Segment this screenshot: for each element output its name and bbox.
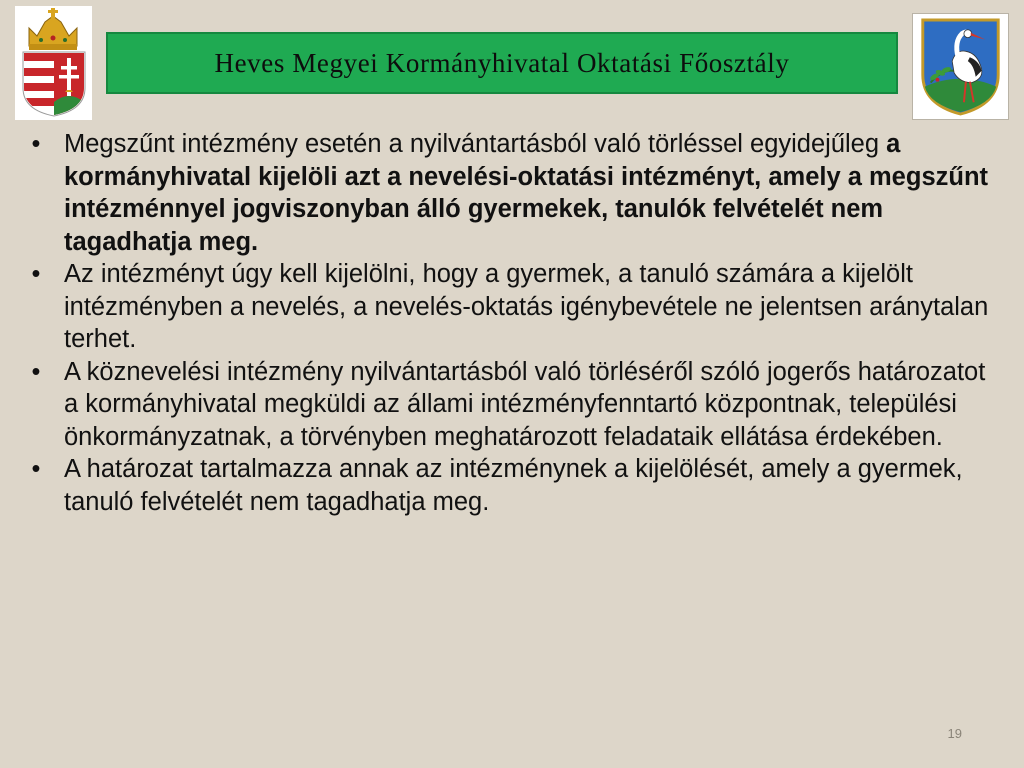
bullet-text: A határozat tartalmazza annak az intézménynek a kijelölését, amely a gyermek, tanuló felvételét nem tagadhatja meg. (64, 455, 963, 516)
bullet-list (26, 128, 1006, 518)
bullet-text (64, 130, 988, 256)
bullet-item (26, 258, 1006, 356)
hungarian-coat-of-arms-logo (15, 6, 92, 120)
bullet-item (26, 356, 1006, 454)
bullet-marker: • (31, 455, 41, 483)
bullet-item (26, 128, 1006, 258)
bullet-text-regular: Megszűnt intézmény esetén a nyilvántartásból való törléssel egyidejűleg (64, 130, 887, 158)
bullet-marker: • (31, 130, 41, 158)
bullet-marker: • (31, 357, 41, 386)
page-number: 19 (947, 726, 962, 741)
bullet-text: A köznevelési intézmény nyilvántartásból való törléséről szóló jogerős határozatot a kormányhivatal megküldi az állami intézményfenntartó központnak, települési önkormányzatnak, a törvényben meghatározott feladataik ellátása érdekében. (64, 357, 986, 451)
bullet-item (26, 453, 1006, 518)
bullet-text: Az intézményt úgy kell kijelölni, hogy a gyermek, a tanuló számára a kijelölt intézményben a nevelés, a nevelés-oktatás igénybevétele ne jelentsen aránytalan terhet. (64, 260, 989, 353)
page-title: Heves Megyei Kormányhivatal Oktatási Főosztály (214, 47, 790, 78)
bullet-text-bold: a kormányhivatal kijelöli azt a nevelési-oktatási intézményt, amely a megszűnt intézménnyel jogviszonyban álló gyermekek, tanulók felvételét nem tagadhatja meg. (64, 130, 989, 256)
bullet-marker: • (31, 260, 41, 288)
header-title-bar (106, 32, 898, 94)
heves-county-coat-of-arms-logo (912, 13, 1009, 120)
